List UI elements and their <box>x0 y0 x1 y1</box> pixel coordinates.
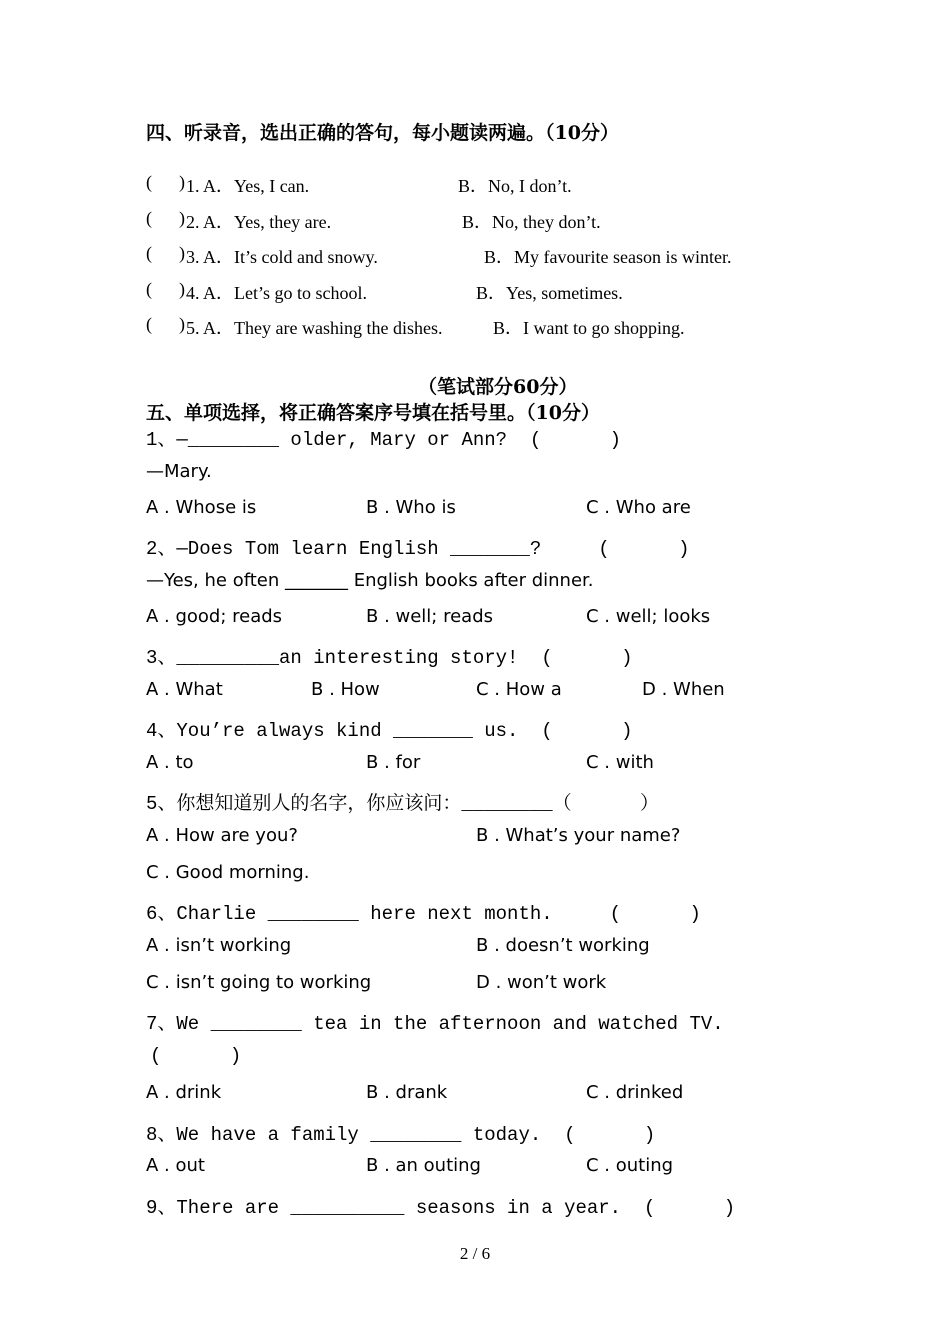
option-b: B . drank <box>366 1082 448 1103</box>
option-b: B . for <box>366 752 421 773</box>
option-a: A . isn’t working <box>146 935 292 956</box>
option-c: C . outing <box>586 1155 674 1176</box>
question-stem: 3、_________an interesting story! ( ) <box>146 647 633 669</box>
option-a: 3. A．It’s cold and snowy. <box>186 247 378 267</box>
question-stem: 6、Charlie ________ here next month. ( ) <box>146 903 701 925</box>
written-part-title: （笔试部分60分） <box>418 376 578 398</box>
option-c: C . How a <box>476 679 562 700</box>
option-a: A . How are you? <box>146 825 298 846</box>
page-number: 2 / 6 <box>459 1244 491 1263</box>
option-b: B．Yes, sometimes. <box>476 283 623 303</box>
option-b: B . well; reads <box>366 606 494 627</box>
option-a: A . Whose is <box>146 497 257 518</box>
option-c: C . isn’t going to working <box>146 972 372 993</box>
question-stem: 5、你想知道别人的名字，你应该问：________（ ） <box>146 793 660 815</box>
option-c: C . drinked <box>586 1082 684 1103</box>
option-b: B . doesn’t working <box>476 935 650 956</box>
option-a: A . What <box>146 679 223 700</box>
question-stem: 2、—Does Tom learn English _______? ( ) <box>146 538 690 560</box>
option-a: 5. A．They are washing the dishes. <box>186 318 443 338</box>
question-stem: 4、You’re always kind _______ us. ( ) <box>146 720 633 742</box>
question-reply: —Yes, he often _______ English books after dinner. <box>146 570 594 591</box>
option-b: B．I want to go shopping. <box>493 318 685 338</box>
option-b: B . What’s your name? <box>476 825 681 846</box>
question-stem: 7、We ________ tea in the afternoon and watched TV. <box>146 1013 724 1035</box>
answer-bracket: ( ) <box>146 243 185 263</box>
answer-bracket: ( ) <box>150 1045 242 1067</box>
option-c: C . with <box>586 752 654 773</box>
option-b: B．No, I don’t. <box>458 176 572 196</box>
question-reply: —Mary. <box>146 461 212 482</box>
option-d: D . won’t work <box>476 972 607 993</box>
option-c: C . Who are <box>586 497 691 518</box>
option-b: B . an outing <box>366 1155 481 1176</box>
question-stem: 1、—________ older, Mary or Ann? ( ) <box>146 429 622 451</box>
option-a: 1. A．Yes, I can. <box>186 176 310 196</box>
option-a: 4. A．Let’s go to school. <box>186 283 367 303</box>
option-a: A . drink <box>146 1082 222 1103</box>
section-5-heading: 五、单项选择，将正确答案序号填在括号里。（10分） <box>146 402 600 424</box>
question-stem: 9、There are __________ seasons in a year. ( ) <box>146 1197 736 1219</box>
answer-bracket: ( ) <box>146 208 185 228</box>
option-c: C . well; looks <box>586 606 711 627</box>
option-d: D . When <box>642 679 725 700</box>
option-a: A . out <box>146 1155 205 1176</box>
option-a: 2. A．Yes, they are. <box>186 212 332 232</box>
answer-bracket: ( ) <box>146 172 185 192</box>
option-b: B . Who is <box>366 497 456 518</box>
option-b: B．No, they don’t. <box>462 212 601 232</box>
answer-bracket: ( ) <box>146 279 185 299</box>
option-a: A . to <box>146 752 194 773</box>
section-4-heading: 四、听录音，选出正确的答句，每小题读两遍。（10分） <box>146 122 619 144</box>
option-b: B．My favourite season is winter. <box>484 247 732 267</box>
option-b: B . How <box>311 679 380 700</box>
option-c: C . Good morning. <box>146 862 310 883</box>
option-a: A . good; reads <box>146 606 283 627</box>
question-stem: 8、We have a family ________ today. ( ) <box>146 1124 656 1146</box>
answer-bracket: ( ) <box>146 314 185 334</box>
